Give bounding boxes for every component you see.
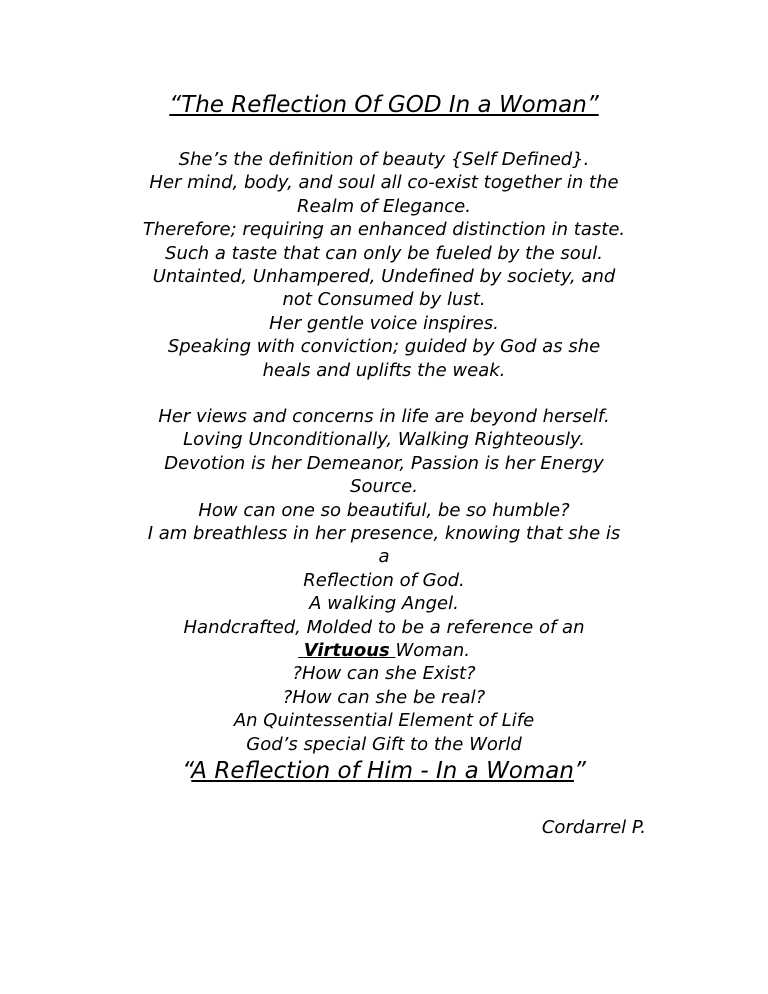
closing-line [0,756,768,786]
poem-line: I am breathless in her presence, knowing that she is [147,523,621,545]
poem-line: How can one so beautiful, be so humble? [198,499,570,521]
poem-line: Reflection of God. [303,569,465,591]
poem-line: Such a taste that can only be fueled by the soul. [165,242,603,264]
poem-line: Her gentle voice inspires. [269,312,499,334]
closing-open-quote: “ [182,758,192,784]
poem-line: Speaking with conviction; guided by God as she [167,336,601,358]
closing-text: A Reflection of Him - In a Woman [191,758,574,784]
virtuous-rest: Woman. [395,640,470,662]
poem-line: ?How can she Exist? [292,663,476,685]
poem-line: Her views and concerns in life are beyond herself. [158,406,610,427]
poem-line: Devotion is her Demeanor, Passion is her Energy [164,452,604,474]
poem-line: Untainted, Unhampered, Undefined by society, and [152,266,616,288]
poem-line: Realm of Elegance. [297,195,471,217]
poem-line: She’s the definition of beauty {Self Defined}. [178,149,590,170]
author-signature: Cordarrel P. [541,817,646,838]
poem-line: heals and uplifts the weak. [262,359,506,381]
poem-line: A walking Angel. [309,593,459,615]
virtuous-word: Virtuous [303,640,390,662]
poem-line: not Consumed by lust. [282,289,486,311]
poem-line: Her mind, body, and soul all co-exist together in the [149,172,619,194]
poem-line: a [378,546,390,568]
poem-stanza-2 [100,405,668,756]
poem-line: ?How can she be real? [282,686,486,708]
poem-line: Source. [350,476,418,498]
poem-line: Loving Unconditionally, Walking Righteously. [183,429,585,451]
closing-close-quote: ” [573,758,586,784]
poem-line: Therefore; requiring an enhanced distinction in taste. [142,219,626,241]
virtuous-woman-line [100,639,668,662]
poem-line: God’s special Gift to the World [246,733,522,755]
poem-line: Handcrafted, Molded to be a reference of an [183,616,585,638]
poem-title: “The Reflection Of GOD In a Woman” [169,92,599,118]
poem-line: An Quintessential Element of Life [233,710,535,732]
poem-stanza-1 [100,148,668,382]
